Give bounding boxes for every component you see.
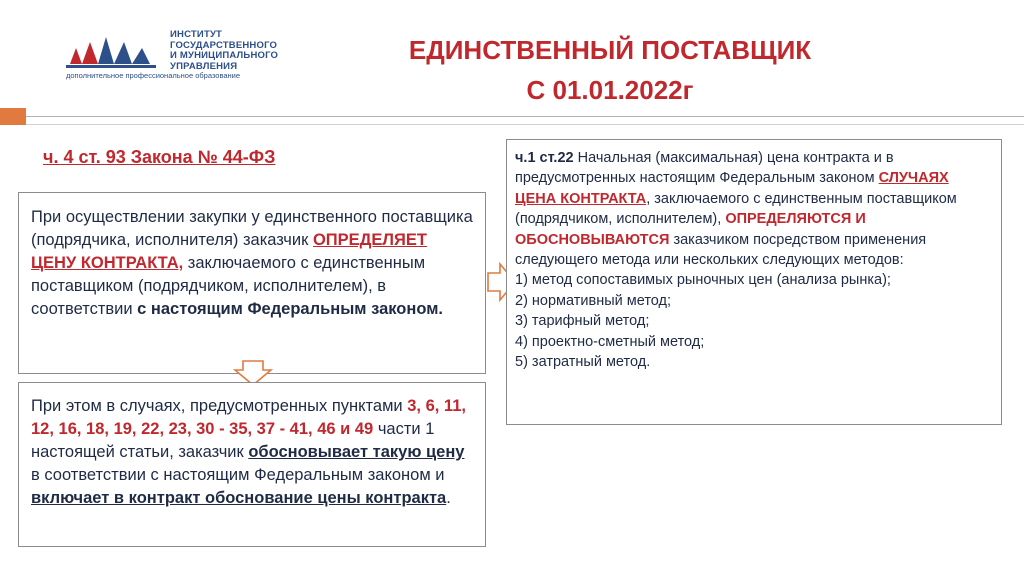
logo-line: ГОСУДАРСТВЕННОГО: [170, 39, 278, 51]
accent-bar: [0, 108, 26, 125]
title-line-1: ЕДИНСТВЕННЫЙ ПОСТАВЩИК: [408, 35, 812, 65]
box1-text: заключаемого с единственным поставщиком (подрядчиком, исполнителем), в соответствии: [31, 254, 426, 318]
methods-list: [515, 270, 991, 372]
logo-text: [170, 30, 278, 72]
method-item: 2) нормативный метод;: [515, 292, 672, 309]
article-reference: ч.1 ст.22: [515, 150, 574, 166]
box2-points: 3, 6, 11, 12, 16, 18, 19, 22, 23, 30 - 35, 37 - 41, 46 и 49: [31, 397, 466, 438]
box1-text: При осуществлении закупки у единственного поставщика (подрядчика, исполнителя) заказчик: [31, 208, 473, 249]
divider-line: [26, 116, 1024, 117]
justification-box: [18, 382, 486, 547]
box1-bold: с настоящим Федеральным законом.: [137, 300, 443, 318]
institute-logo: [66, 28, 306, 83]
box2-bold: включает в контракт обоснование цены контракта: [31, 489, 447, 507]
box3-highlight: СЛУЧАЯХ ЦЕНА КОНТРАКТА: [515, 170, 949, 207]
logo-line: И МУНИЦИПАЛЬНОГО: [170, 50, 279, 61]
logo-subtitle: дополнительное профессиональное образование: [66, 71, 241, 80]
method-item: 5) затратный метод.: [515, 354, 651, 371]
box2-text: части 1 настоящей статьи, заказчик: [31, 420, 435, 461]
price-determination-box: [18, 192, 486, 374]
law-heading: ч. 4 ст. 93 Закона № 44-ФЗ: [43, 147, 276, 167]
box1-highlight: ОПРЕДЕЛЯЕТ ЦЕНУ КОНТРАКТА,: [31, 231, 427, 272]
books-logo-icon: [66, 34, 162, 70]
divider-line: [26, 124, 1024, 125]
box3-text: , заключаемого с единственным поставщиком (подрядчиком, исполнителем),: [515, 190, 957, 228]
box2-text: При этом в случаях, предусмотренных пунктами: [31, 397, 408, 415]
box2-text: в соответствии с настоящим Федеральным законом и: [31, 466, 445, 484]
box2-bold: обосновывает такую цену: [248, 443, 465, 461]
method-item: 4) проектно-сметный метод;: [515, 333, 705, 350]
pricing-methods-box: [506, 139, 1002, 425]
title-line-2: С 01.01.2022г: [526, 75, 694, 105]
method-item: 1) метод сопоставимых рыночных цен (анализа рынка);: [515, 272, 891, 289]
box3-text: Начальная (максимальная) цена контракта и в предусмотренных настоящим Федеральным законом: [515, 150, 894, 187]
slide-title: [330, 30, 890, 110]
logo-line: ИНСТИТУТ: [170, 29, 223, 40]
box2-text: .: [446, 489, 451, 507]
method-item: 3) тарифный метод;: [515, 313, 650, 330]
box3-highlight: ОПРЕДЕЛЯЮТСЯ И ОБОСНОВЫВАЮТСЯ: [515, 211, 866, 248]
box3-text: заказчиком посредством применения следующего метода или нескольких следующих методов:: [515, 231, 927, 269]
logo-line: УПРАВЛЕНИЯ: [170, 60, 238, 72]
